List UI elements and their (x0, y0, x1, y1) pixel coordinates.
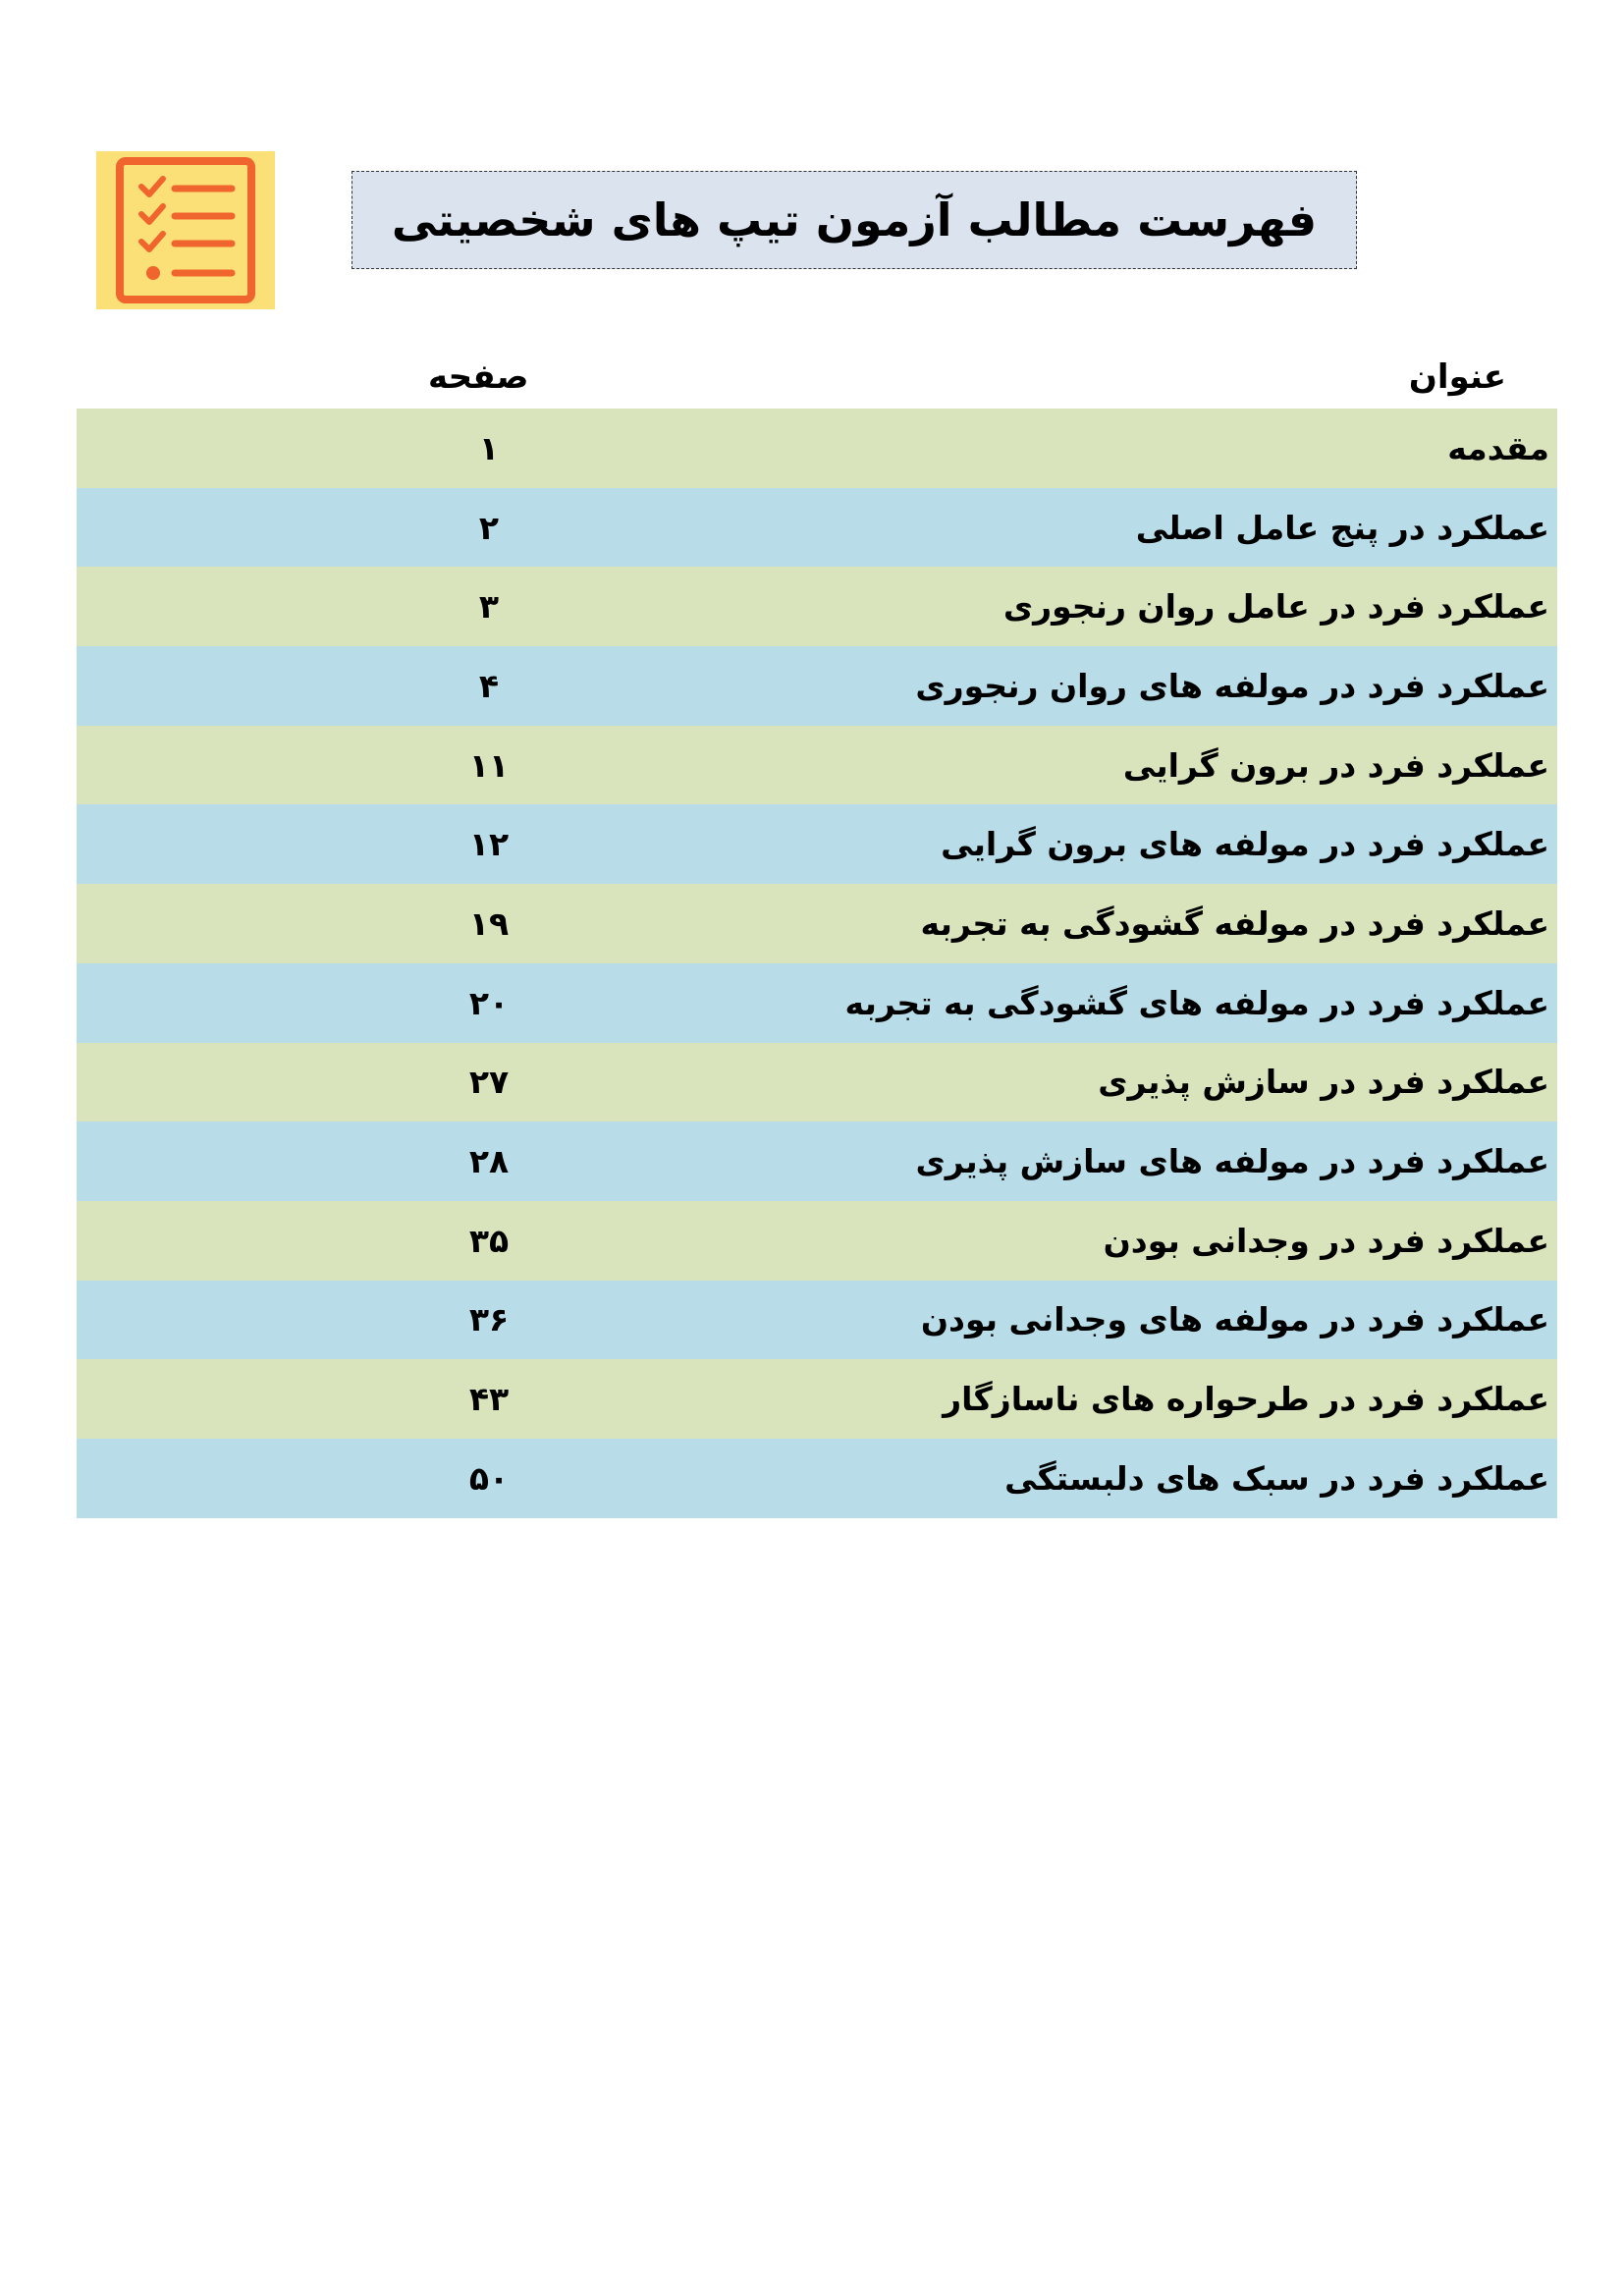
toc-row[interactable] (77, 567, 1557, 646)
toc-entry-page: ۱۹ (468, 903, 510, 943)
toc-entry-page: ۲۰ (468, 983, 510, 1022)
toc-entry-title: عملکرد فرد در مولفه های وجدانی بودن (920, 1300, 1549, 1339)
toc-row[interactable] (77, 1359, 1557, 1439)
toc-entry-title: عملکرد فرد در مولفه های سازش پذیری (915, 1142, 1549, 1181)
column-header-page: صفحه (428, 357, 529, 397)
checklist-logo (96, 151, 275, 309)
toc-row[interactable] (77, 726, 1557, 805)
toc-row[interactable] (77, 804, 1557, 884)
toc-entry-page: ۲۸ (468, 1142, 510, 1181)
toc-entry-title: عملکرد فرد در برون گرایی (1122, 745, 1549, 785)
toc-row[interactable] (77, 1281, 1557, 1360)
toc-entry-page: ۲۷ (468, 1063, 510, 1102)
toc-entry-page: ۳۵ (468, 1221, 510, 1260)
checklist-icon (96, 151, 275, 309)
toc-row[interactable] (77, 1439, 1557, 1518)
toc-entry-page: ۴ (478, 666, 500, 705)
toc-row[interactable] (77, 1121, 1557, 1201)
page-title: فهرست مطالب آزمون تیپ های شخصیتی (391, 193, 1318, 246)
toc-row[interactable] (77, 884, 1557, 963)
toc-row[interactable] (77, 963, 1557, 1043)
table-of-contents (77, 409, 1557, 1518)
toc-entry-page: ۴۳ (468, 1380, 510, 1419)
toc-entry-page: ۵۰ (468, 1458, 510, 1498)
toc-entry-title: عملکرد فرد در مولفه های روان رنجوری (915, 666, 1549, 705)
toc-entry-page: ۳۶ (468, 1300, 510, 1339)
toc-entry-page: ۱۱ (468, 745, 510, 785)
toc-entry-title: مقدمه (1447, 428, 1549, 467)
column-header-title: عنوان (1408, 357, 1506, 397)
toc-entry-title: عملکرد فرد در سبک های دلبستگی (1004, 1458, 1549, 1498)
toc-entry-page: ۳ (478, 587, 500, 627)
toc-row[interactable] (77, 488, 1557, 568)
toc-entry-title: عملکرد فرد در وجدانی بودن (1103, 1221, 1549, 1260)
toc-entry-title: عملکرد فرد در مولفه های گشودگی به تجربه (844, 983, 1549, 1022)
toc-entry-title: عملکرد در پنج عامل اصلی (1135, 508, 1549, 547)
toc-row[interactable] (77, 1201, 1557, 1281)
toc-row[interactable] (77, 646, 1557, 726)
toc-row[interactable] (77, 1043, 1557, 1122)
page-title-box (352, 171, 1357, 269)
toc-entry-page: ۱ (478, 428, 500, 467)
toc-entry-page: ۲ (478, 508, 500, 547)
toc-entry-title: عملکرد فرد در طرحواره های ناسازگار (943, 1380, 1549, 1419)
toc-entry-title: عملکرد فرد در عامل روان رنجوری (1002, 587, 1549, 627)
toc-entry-title: عملکرد فرد در مولفه های برون گرایی (941, 825, 1549, 864)
toc-entry-title: عملکرد فرد در مولفه گشودگی به تجربه (920, 903, 1549, 943)
table-header (77, 357, 1557, 409)
toc-row[interactable] (77, 409, 1557, 488)
toc-entry-title: عملکرد فرد در سازش پذیری (1098, 1063, 1549, 1102)
toc-entry-page: ۱۲ (468, 825, 510, 864)
